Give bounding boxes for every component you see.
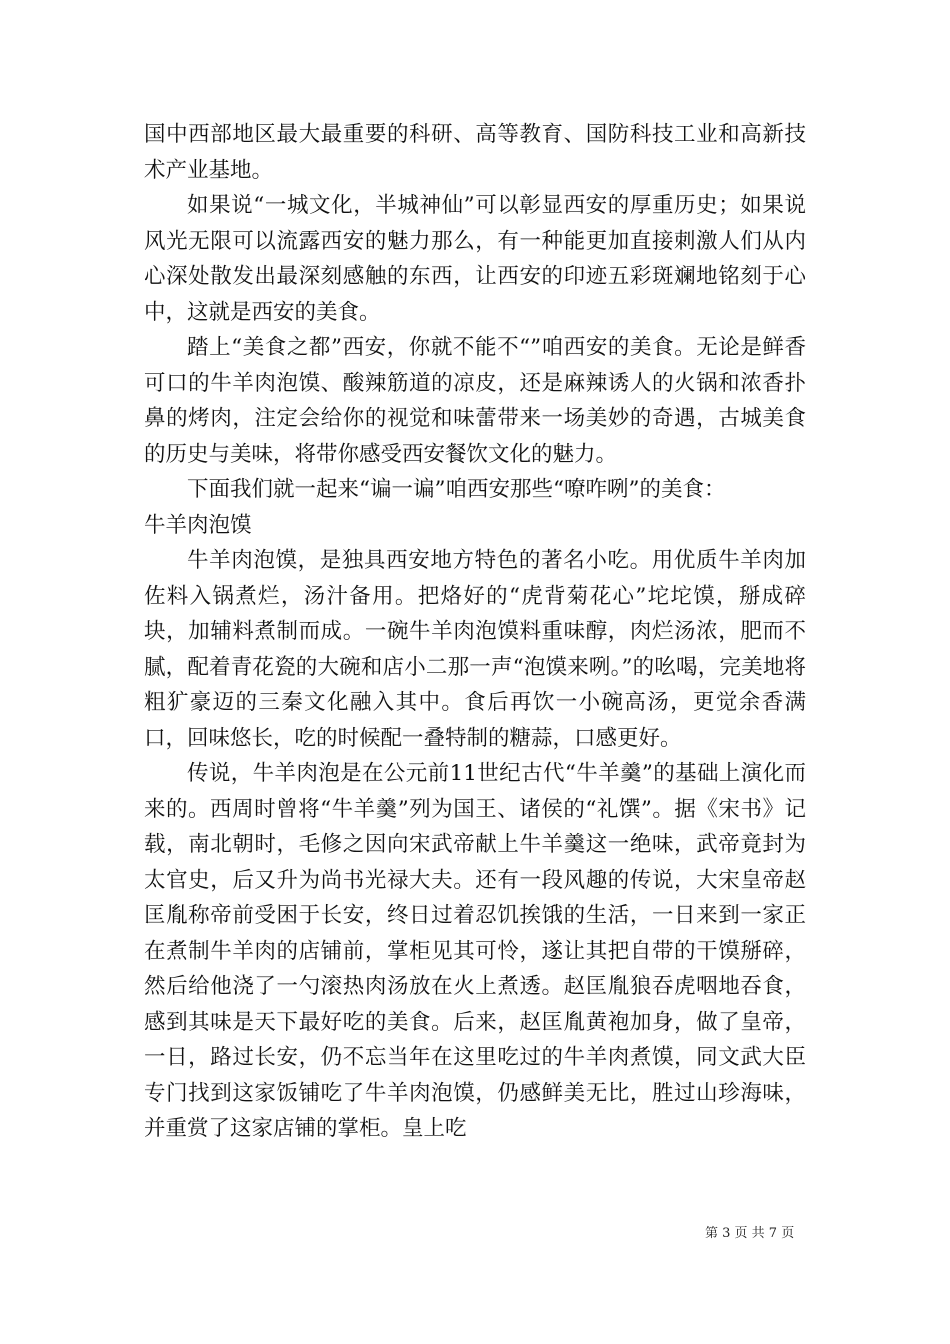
document-body: [144, 117, 806, 1147]
paragraph-food-capital: 踏上“美食之都”西安，你就不能不“”咱西安的美食。无论是鲜香可口的牛羊肉泡馍、酸辣筋道的凉皮，还是麻辣诱人的火锅和浓香扑鼻的烤肉，注定会给你的视觉和味蕾带来一场美妙的奇遇，古城美食的历史与美味，将带你感受西安餐饮文化的魅力。: [144, 335, 806, 467]
paragraph-lead-in: 下面我们就一起来“谝一谝”咱西安那些“嘹咋咧”的美食：: [187, 477, 726, 502]
paragraph-paomo-legend: 传说，牛羊肉泡是在公元前11世纪古代“牛羊羹”的基础上演化而来的。西周时曾将“牛羊羹”列为国王、诸侯的“礼馔”。据《宋书》记载，南北朝时，毛修之因向宋武帝献上牛羊羹这一绝味，武帝竟封为太官史，后又升为尚书光禄大夫。还有一段风趣的传说，大宋皇帝赵匡胤称帝前受困于长安，终日过着忍饥挨饿的生活，一日来到一家正在煮制牛羊肉的店铺前，掌柜见其可怜，遂让其把自带的干馍掰碎，然后给他浇了一勺滚热肉汤放在火上煮透。赵匡胤狼吞虎咽地吞食，感到其味是天下最好吃的美食。后来，赵匡胤黄袍加身，做了皇帝，一日，路过长安，仍不忘当年在这里吃过的牛羊肉煮馍，同文武大臣专门找到这家饭铺吃了牛羊肉泡馍，仍感鲜美无比，胜过山珍海味，并重赏了这家店铺的掌柜。皇上吃: [144, 761, 806, 1141]
page-number: 第 3 页 共 7 页: [705, 1226, 795, 1241]
paragraph-continuation: 国中西部地区最大最重要的科研、高等教育、国防科技工业和高新技术产业基地。: [144, 122, 806, 183]
paragraph-intro-culture: 如果说“一城文化，半城神仙”可以彰显西安的厚重历史；如果说风光无限可以流露西安的魅力那么，有一种能更加直接刺激人们从内心深处散发出最深刻感触的东西，让西安的印迹五彩斑斓地铭刻于心中，这就是西安的美食。: [144, 193, 806, 325]
section-heading: 牛羊肉泡馍: [144, 512, 252, 538]
paragraph-paomo-description: 牛羊肉泡馍，是独具西安地方特色的著名小吃。用优质牛羊肉加佐料入锅煮烂，汤汁备用。把烙好的“虎背菊花心”坨坨馍，掰成碎块，加辅料煮制而成。一碗牛羊肉泡馍料重味醇，肉烂汤浓，肥而不腻，配着青花瓷的大碗和店小二那一声“泡馍来咧。”的吆喝，完美地将粗犷豪迈的三秦文化融入其中。食后再饮一小碗高汤，更觉余香满口，回味悠长，吃的时候配一叠特制的糖蒜，口感更好。: [144, 548, 806, 751]
